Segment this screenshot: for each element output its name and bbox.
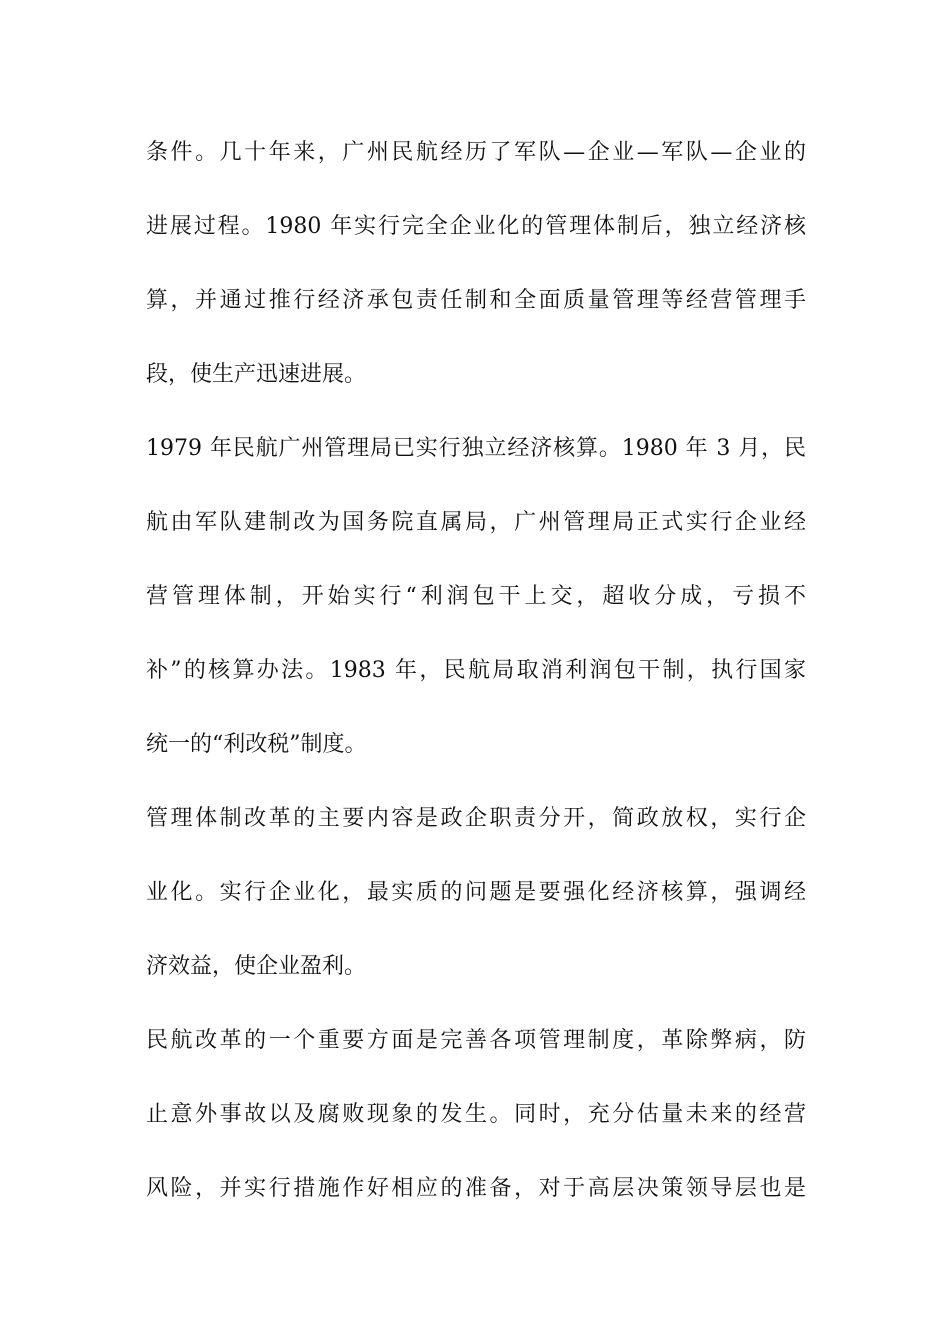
text-line: 济效益，使企业盈利。 — [146, 954, 367, 979]
text-line: 1979 年民航广州管理局已实行独立经济核算。1980 年 3 月，民 — [146, 436, 806, 461]
text-line: 算，并通过推行经济承包责任制和全面质量管理等经营管理手 — [146, 288, 806, 313]
text-line: 止意外事故以及腐败现象的发生。同时，充分估量未来的经营 — [146, 1102, 806, 1127]
text-line: 补”的核算办法。1983 年，民航局取消利润包干制，执行国家 — [146, 658, 806, 683]
paragraph-4 — [146, 1016, 806, 1238]
text-line: 航由军队建制改为国务院直属局，广州管理局正式实行企业经 — [146, 510, 806, 535]
paragraph-2 — [146, 424, 806, 794]
paragraph-3 — [146, 794, 806, 1016]
text-line: 条件。几十年来，广州民航经历了军队—企业—军队—企业的 — [146, 140, 806, 165]
text-line: 营管理体制，开始实行“利润包干上交，超收分成，亏损不 — [146, 584, 806, 609]
text-line: 风险，并实行措施作好相应的准备，对于高层决策领导层也是 — [146, 1176, 806, 1201]
text-line: 段，使生产迅速进展。 — [146, 362, 367, 387]
text-line: 统一的“利改税”制度。 — [146, 732, 367, 757]
text-line: 民航改革的一个重要方面是完善各项管理制度，革除弊病，防 — [146, 1028, 806, 1053]
document-body — [146, 128, 806, 1238]
text-line: 管理体制改革的主要内容是政企职责分开，简政放权，实行企 — [146, 806, 806, 831]
text-line: 业化。实行企业化，最实质的问题是要强化经济核算，强调经 — [146, 880, 806, 905]
text-line: 进展过程。1980 年实行完全企业化的管理体制后，独立经济核 — [146, 214, 806, 239]
paragraph-1 — [146, 128, 806, 424]
